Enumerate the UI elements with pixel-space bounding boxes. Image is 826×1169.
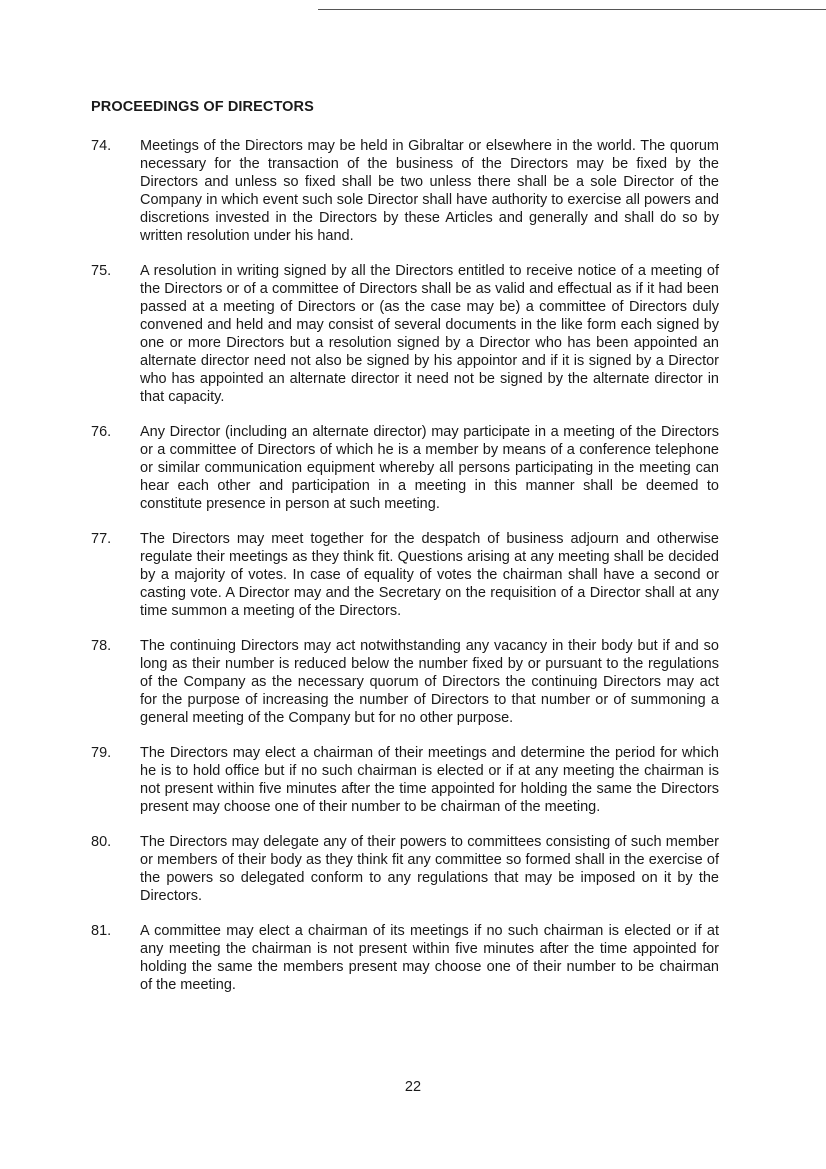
clause-76 xyxy=(91,423,719,513)
page-number: 22 xyxy=(404,1079,422,1095)
clause-81 xyxy=(91,922,719,994)
clause-80 xyxy=(91,833,719,905)
clause-number: 74. xyxy=(91,138,112,154)
section-title: PROCEEDINGS OF DIRECTORS xyxy=(91,99,314,115)
clause-74 xyxy=(91,137,719,245)
clause-number: 80. xyxy=(91,834,112,850)
clause-text: Any Director (including an alternate director) may participate in a meeting of the Directors or a committee of Directors of which he is a member by means of a conference telephone or similar communication equipment whereby all persons participating in the meeting can hear each other and participation in a meeting in this manner shall be deemed to constitute presence in person at such meeting. xyxy=(140,424,719,512)
clause-79 xyxy=(91,744,719,816)
clause-number: 81. xyxy=(91,923,112,939)
clause-number: 76. xyxy=(91,424,112,440)
clause-text: A resolution in writing signed by all the Directors entitled to receive notice of a meeting of the Directors or of a committee of Directors shall be as valid and effectual as if it had been passed at a meeting of Directors or (as the case may be) a committee of Directors duly convened and held and may consist of several documents in the like form each signed by one or more Directors but a resolution signed by a Director who has been appointed an alternate director need not also be signed by his appointor and if it is signed by a Director who has appointed an alternate director it need not be signed by the alternate director in that capacity. xyxy=(140,263,719,405)
clause-text: The continuing Directors may act notwithstanding any vacancy in their body but if and so long as their number is reduced below the number fixed by or pursuant to the regulations of the Company as the necessary quorum of Directors the continuing Directors may act for the purpose of increasing the number of Directors to that number or of summoning a general meeting of the Company but for no other purpose. xyxy=(140,638,719,726)
clause-text: The Directors may meet together for the despatch of business adjourn and otherwise regulate their meetings as they think fit. Questions arising at any meeting shall be decided by a majority of votes. In case of equality of votes the chairman shall have a second or casting vote. A Director may and the Secretary on the requisition of a Director shall at any time summon a meeting of the Directors. xyxy=(140,531,719,619)
clause-text: The Directors may delegate any of their powers to committees consisting of such member or members of their body as they think fit any committee so formed shall in the exercise of the powers so delegated conform to any regulations that may be imposed on it by the Directors. xyxy=(140,834,719,904)
clause-text: Meetings of the Directors may be held in Gibraltar or elsewhere in the world. The quorum necessary for the transaction of the business of the Directors may be fixed by the Directors and unless so fixed shall be two unless there shall be a sole Director of the Company in which event such sole Director shall have authority to exercise all powers and discretions invested in the Directors by these Articles and generally and shall do so by written resolution under his hand. xyxy=(140,138,719,244)
header-rule xyxy=(318,9,826,10)
clause-number: 79. xyxy=(91,745,112,761)
clause-text: The Directors may elect a chairman of their meetings and determine the period for which he is to hold office but if no such chairman is elected or if at any meeting the chairman is not present within five minutes after the time appointed for holding the same the Directors present may choose one of their number to be chairman of the meeting. xyxy=(140,745,719,815)
clause-77 xyxy=(91,530,719,620)
clause-number: 77. xyxy=(91,531,112,547)
clause-text: A committee may elect a chairman of its meetings if no such chairman is elected or if at any meeting the chairman is not present within five minutes after the time appointed for holding the same the members present may choose one of their number to be chairman of the meeting. xyxy=(140,923,719,993)
clause-number: 78. xyxy=(91,638,112,654)
clause-75 xyxy=(91,262,719,406)
clause-78 xyxy=(91,637,719,727)
clause-list xyxy=(91,137,719,1011)
clause-number: 75. xyxy=(91,263,112,279)
